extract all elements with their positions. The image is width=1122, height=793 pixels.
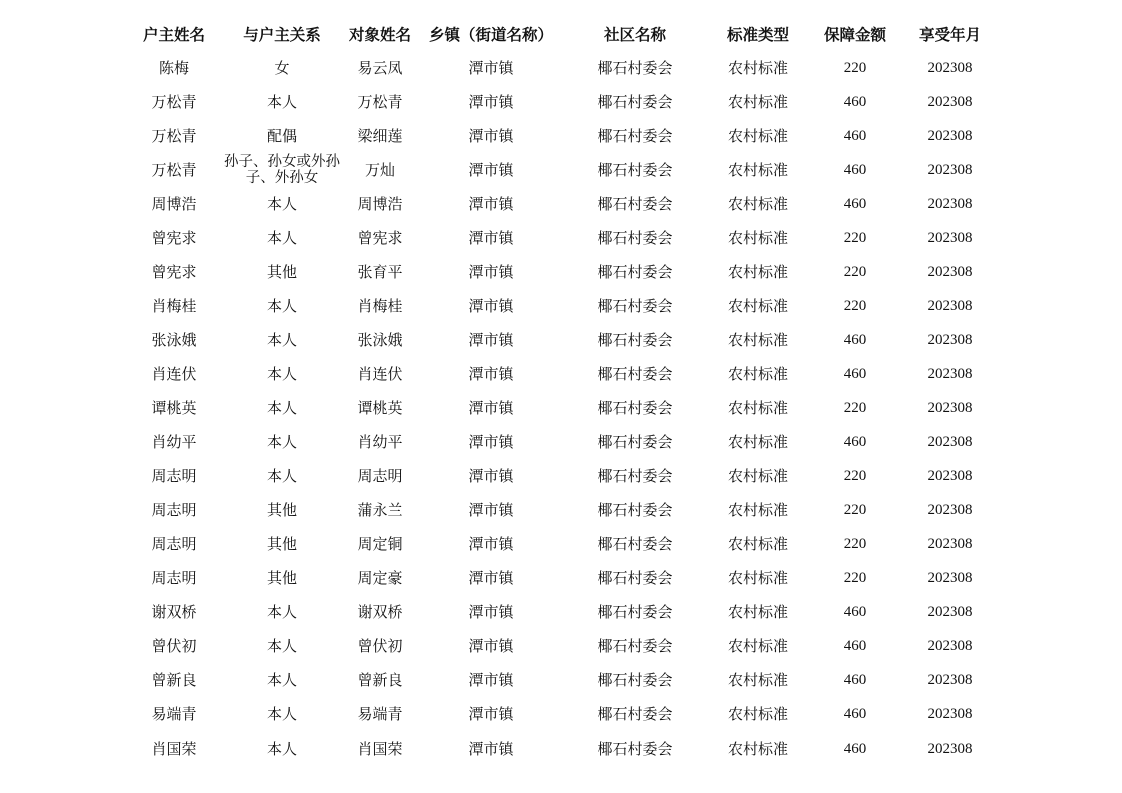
- cell-benefit-month: 202308: [927, 229, 973, 246]
- cell-household-head-name: 周博浩: [151, 194, 197, 213]
- table-row: [0, 323, 1122, 357]
- cell-township: 潭市镇: [468, 739, 514, 758]
- cell-community-name: 椰石村委会: [597, 160, 673, 179]
- cell-benefit-month: 202308: [927, 59, 973, 76]
- cell-relation-to-head: 本人: [266, 705, 297, 724]
- cell-household-head-name: 张泳娥: [151, 330, 197, 349]
- cell-benefit-month: 202308: [927, 468, 973, 485]
- cell-standard-type: 农村标准: [727, 126, 788, 145]
- cell-community-name: 椰石村委会: [597, 535, 673, 554]
- cell-recipient-name: 肖幼平: [357, 433, 403, 452]
- cell-household-head-name: 肖连伏: [151, 364, 197, 383]
- cell-benefit-month: 202308: [927, 502, 973, 519]
- cell-township: 潭市镇: [468, 194, 514, 213]
- cell-community-name: 椰石村委会: [597, 92, 673, 111]
- cell-benefit-amount: 460: [843, 195, 867, 212]
- cell-relation-to-head: 其他: [266, 501, 297, 520]
- cell-community-name: 椰石村委会: [597, 467, 673, 486]
- header-benefit-amount: 保障金额: [823, 24, 886, 44]
- cell-household-head-name: 周志明: [151, 467, 197, 486]
- table-row: [0, 698, 1122, 732]
- cell-recipient-name: 万灿: [364, 160, 395, 179]
- cell-household-head-name: 万松青: [151, 160, 197, 179]
- cell-township: 潭市镇: [468, 92, 514, 111]
- cell-community-name: 椰石村委会: [597, 501, 673, 520]
- cell-standard-type: 农村标准: [727, 160, 788, 179]
- cell-benefit-amount: 460: [843, 638, 867, 655]
- table-row: [0, 460, 1122, 494]
- cell-benefit-month: 202308: [927, 672, 973, 689]
- cell-benefit-amount: 220: [843, 570, 867, 587]
- cell-recipient-name: 张泳娥: [357, 330, 403, 349]
- table-row: [0, 426, 1122, 460]
- cell-household-head-name: 肖梅桂: [151, 296, 197, 315]
- table-row: [0, 392, 1122, 426]
- cell-household-head-name: 谢双桥: [151, 603, 197, 622]
- cell-recipient-name: 周定豪: [357, 569, 403, 588]
- cell-township: 潭市镇: [468, 262, 514, 281]
- cell-standard-type: 农村标准: [727, 364, 788, 383]
- cell-standard-type: 农村标准: [727, 228, 788, 247]
- cell-relation-to-head: 本人: [266, 228, 297, 247]
- cell-benefit-amount: 460: [843, 740, 867, 757]
- cell-benefit-amount: 460: [843, 161, 867, 178]
- cell-standard-type: 农村标准: [727, 262, 788, 281]
- cell-township: 潭市镇: [468, 58, 514, 77]
- cell-standard-type: 农村标准: [727, 603, 788, 622]
- cell-recipient-name: 周博浩: [357, 194, 403, 213]
- cell-benefit-month: 202308: [927, 127, 973, 144]
- cell-community-name: 椰石村委会: [597, 399, 673, 417]
- header-standard-type: 标准类型: [726, 24, 789, 44]
- cell-relation-to-head: 其他: [266, 569, 297, 588]
- cell-township: 潭市镇: [468, 160, 514, 179]
- cell-benefit-month: 202308: [927, 161, 973, 178]
- cell-benefit-amount: 460: [843, 127, 867, 144]
- cell-recipient-name: 谢双桥: [357, 603, 403, 622]
- cell-relation-to-head: 本人: [266, 296, 297, 315]
- cell-community-name: 椰石村委会: [597, 126, 673, 145]
- cell-household-head-name: 陈梅: [158, 58, 189, 77]
- cell-standard-type: 农村标准: [727, 705, 788, 724]
- cell-relation-to-head: 本人: [266, 671, 297, 690]
- header-community-name: 社区名称: [603, 24, 666, 44]
- cell-recipient-name: 谭桃英: [357, 399, 403, 417]
- cell-recipient-name: 张育平: [357, 262, 403, 281]
- cell-relation-to-head: 本人: [266, 637, 297, 656]
- cell-benefit-month: 202308: [927, 297, 973, 314]
- cell-community-name: 椰石村委会: [597, 364, 673, 383]
- cell-standard-type: 农村标准: [727, 467, 788, 486]
- cell-community-name: 椰石村委会: [597, 637, 673, 656]
- table-row: [0, 596, 1122, 630]
- cell-township: 潭市镇: [468, 228, 514, 247]
- header-recipient-name: 对象姓名: [348, 24, 411, 44]
- table-row: [0, 119, 1122, 153]
- cell-community-name: 椰石村委会: [597, 705, 673, 724]
- cell-benefit-amount: 220: [843, 59, 867, 76]
- cell-township: 潭市镇: [468, 671, 514, 690]
- cell-benefit-amount: 220: [843, 229, 867, 246]
- cell-household-head-name: 肖国荣: [151, 739, 197, 758]
- cell-recipient-name: 肖国荣: [357, 739, 403, 758]
- cell-relation-to-head: 本人: [266, 92, 297, 111]
- table-row: [0, 357, 1122, 391]
- cell-benefit-month: 202308: [927, 195, 973, 212]
- cell-community-name: 椰石村委会: [597, 603, 673, 622]
- cell-township: 潭市镇: [468, 569, 514, 588]
- cell-relation-to-head: 本人: [266, 364, 297, 383]
- cell-recipient-name: 周志明: [357, 467, 403, 486]
- cell-relation-to-head: 孙子、孙女或外孙子、外孙女: [224, 154, 340, 187]
- cell-relation-to-head: 本人: [266, 739, 297, 758]
- header-household-head-name: 户主姓名: [142, 24, 205, 44]
- table-row: [0, 528, 1122, 562]
- cell-township: 潭市镇: [468, 399, 514, 417]
- cell-standard-type: 农村标准: [727, 501, 788, 520]
- cell-relation-to-head: 其他: [266, 262, 297, 281]
- cell-household-head-name: 周志明: [151, 535, 197, 554]
- cell-relation-to-head: 本人: [266, 399, 297, 417]
- cell-township: 潭市镇: [468, 705, 514, 724]
- table-row: [0, 664, 1122, 698]
- cell-benefit-amount: 460: [843, 93, 867, 110]
- cell-standard-type: 农村标准: [727, 92, 788, 111]
- cell-township: 潭市镇: [468, 637, 514, 656]
- header-relation-to-head: 与户主关系: [243, 24, 321, 44]
- cell-benefit-amount: 220: [843, 297, 867, 314]
- cell-relation-to-head: 本人: [266, 467, 297, 486]
- table-row: [0, 732, 1122, 766]
- cell-standard-type: 农村标准: [727, 433, 788, 452]
- cell-standard-type: 农村标准: [727, 739, 788, 758]
- cell-recipient-name: 曾宪求: [357, 228, 403, 247]
- cell-township: 潭市镇: [468, 603, 514, 622]
- table-row: [0, 289, 1122, 323]
- cell-standard-type: 农村标准: [727, 330, 788, 349]
- cell-recipient-name: 蒲永兰: [357, 501, 403, 520]
- cell-benefit-month: 202308: [927, 740, 973, 757]
- cell-standard-type: 农村标准: [727, 194, 788, 213]
- cell-standard-type: 农村标准: [727, 637, 788, 656]
- cell-township: 潭市镇: [468, 330, 514, 349]
- table-row: [0, 51, 1122, 85]
- cell-community-name: 椰石村委会: [597, 739, 673, 758]
- cell-household-head-name: 万松青: [151, 92, 197, 111]
- cell-benefit-amount: 460: [843, 672, 867, 689]
- table-row: [0, 153, 1122, 187]
- table-row: [0, 85, 1122, 119]
- cell-relation-to-head: 配偶: [266, 126, 297, 145]
- cell-benefit-month: 202308: [927, 570, 973, 587]
- table-row: [0, 187, 1122, 221]
- cell-benefit-amount: 460: [843, 331, 867, 348]
- cell-household-head-name: 曾宪求: [151, 262, 197, 281]
- cell-benefit-amount: 220: [843, 502, 867, 519]
- cell-relation-to-head: 其他: [266, 535, 297, 554]
- cell-benefit-month: 202308: [927, 400, 973, 416]
- table-row: [0, 255, 1122, 289]
- cell-household-head-name: 曾新良: [151, 671, 197, 690]
- cell-household-head-name: 周志明: [151, 569, 197, 588]
- cell-household-head-name: 万松青: [151, 126, 197, 145]
- table-row: [0, 562, 1122, 596]
- cell-household-head-name: 肖幼平: [151, 433, 197, 452]
- cell-recipient-name: 梁细莲: [357, 126, 403, 145]
- cell-benefit-amount: 220: [843, 400, 867, 416]
- cell-benefit-amount: 460: [843, 365, 867, 382]
- cell-community-name: 椰石村委会: [597, 228, 673, 247]
- cell-community-name: 椰石村委会: [597, 433, 673, 452]
- cell-relation-to-head: 本人: [266, 433, 297, 452]
- cell-recipient-name: 易端青: [357, 705, 403, 724]
- cell-community-name: 椰石村委会: [597, 296, 673, 315]
- table-header-row: [0, 17, 1122, 51]
- cell-township: 潭市镇: [468, 364, 514, 383]
- cell-community-name: 椰石村委会: [597, 671, 673, 690]
- table-row: [0, 494, 1122, 528]
- cell-benefit-month: 202308: [927, 536, 973, 553]
- cell-standard-type: 农村标准: [727, 399, 788, 417]
- cell-benefit-amount: 220: [843, 263, 867, 280]
- cell-recipient-name: 肖梅桂: [357, 296, 403, 315]
- cell-community-name: 椰石村委会: [597, 262, 673, 281]
- cell-standard-type: 农村标准: [727, 569, 788, 588]
- cell-benefit-amount: 460: [843, 434, 867, 451]
- cell-benefit-month: 202308: [927, 93, 973, 110]
- cell-township: 潭市镇: [468, 501, 514, 520]
- cell-standard-type: 农村标准: [727, 671, 788, 690]
- cell-benefit-month: 202308: [927, 706, 973, 723]
- cell-household-head-name: 周志明: [151, 501, 197, 520]
- cell-relation-to-head: 本人: [266, 603, 297, 622]
- header-benefit-month: 享受年月: [918, 24, 981, 44]
- cell-relation-to-head: 本人: [266, 194, 297, 213]
- cell-recipient-name: 万松青: [357, 92, 403, 111]
- cell-standard-type: 农村标准: [727, 535, 788, 554]
- cell-recipient-name: 肖连伏: [357, 364, 403, 383]
- cell-benefit-month: 202308: [927, 365, 973, 382]
- header-township: 乡镇（街道名称）: [428, 24, 553, 44]
- cell-benefit-amount: 460: [843, 706, 867, 723]
- cell-community-name: 椰石村委会: [597, 569, 673, 588]
- cell-township: 潭市镇: [468, 535, 514, 554]
- cell-township: 潭市镇: [468, 433, 514, 452]
- cell-benefit-month: 202308: [927, 604, 973, 621]
- cell-household-head-name: 易端青: [151, 705, 197, 724]
- cell-recipient-name: 易云凤: [357, 58, 403, 77]
- cell-benefit-month: 202308: [927, 638, 973, 655]
- cell-benefit-month: 202308: [927, 331, 973, 348]
- table-row: [0, 221, 1122, 255]
- cell-recipient-name: 曾新良: [357, 671, 403, 690]
- cell-recipient-name: 周定铜: [357, 535, 403, 554]
- cell-relation-to-head: 本人: [266, 330, 297, 349]
- cell-community-name: 椰石村委会: [597, 330, 673, 349]
- cell-township: 潭市镇: [468, 467, 514, 486]
- cell-benefit-amount: 460: [843, 604, 867, 621]
- cell-township: 潭市镇: [468, 296, 514, 315]
- cell-community-name: 椰石村委会: [597, 58, 673, 77]
- cell-household-head-name: 谭桃英: [151, 399, 197, 417]
- cell-recipient-name: 曾伏初: [357, 637, 403, 656]
- cell-township: 潭市镇: [468, 126, 514, 145]
- cell-standard-type: 农村标准: [727, 296, 788, 315]
- cell-benefit-month: 202308: [927, 263, 973, 280]
- table-row: [0, 630, 1122, 664]
- cell-benefit-amount: 220: [843, 536, 867, 553]
- cell-community-name: 椰石村委会: [597, 194, 673, 213]
- cell-relation-to-head: 女: [274, 58, 290, 77]
- cell-benefit-amount: 220: [843, 468, 867, 485]
- cell-benefit-month: 202308: [927, 434, 973, 451]
- cell-standard-type: 农村标准: [727, 58, 788, 77]
- cell-household-head-name: 曾宪求: [151, 228, 197, 247]
- cell-household-head-name: 曾伏初: [151, 637, 197, 656]
